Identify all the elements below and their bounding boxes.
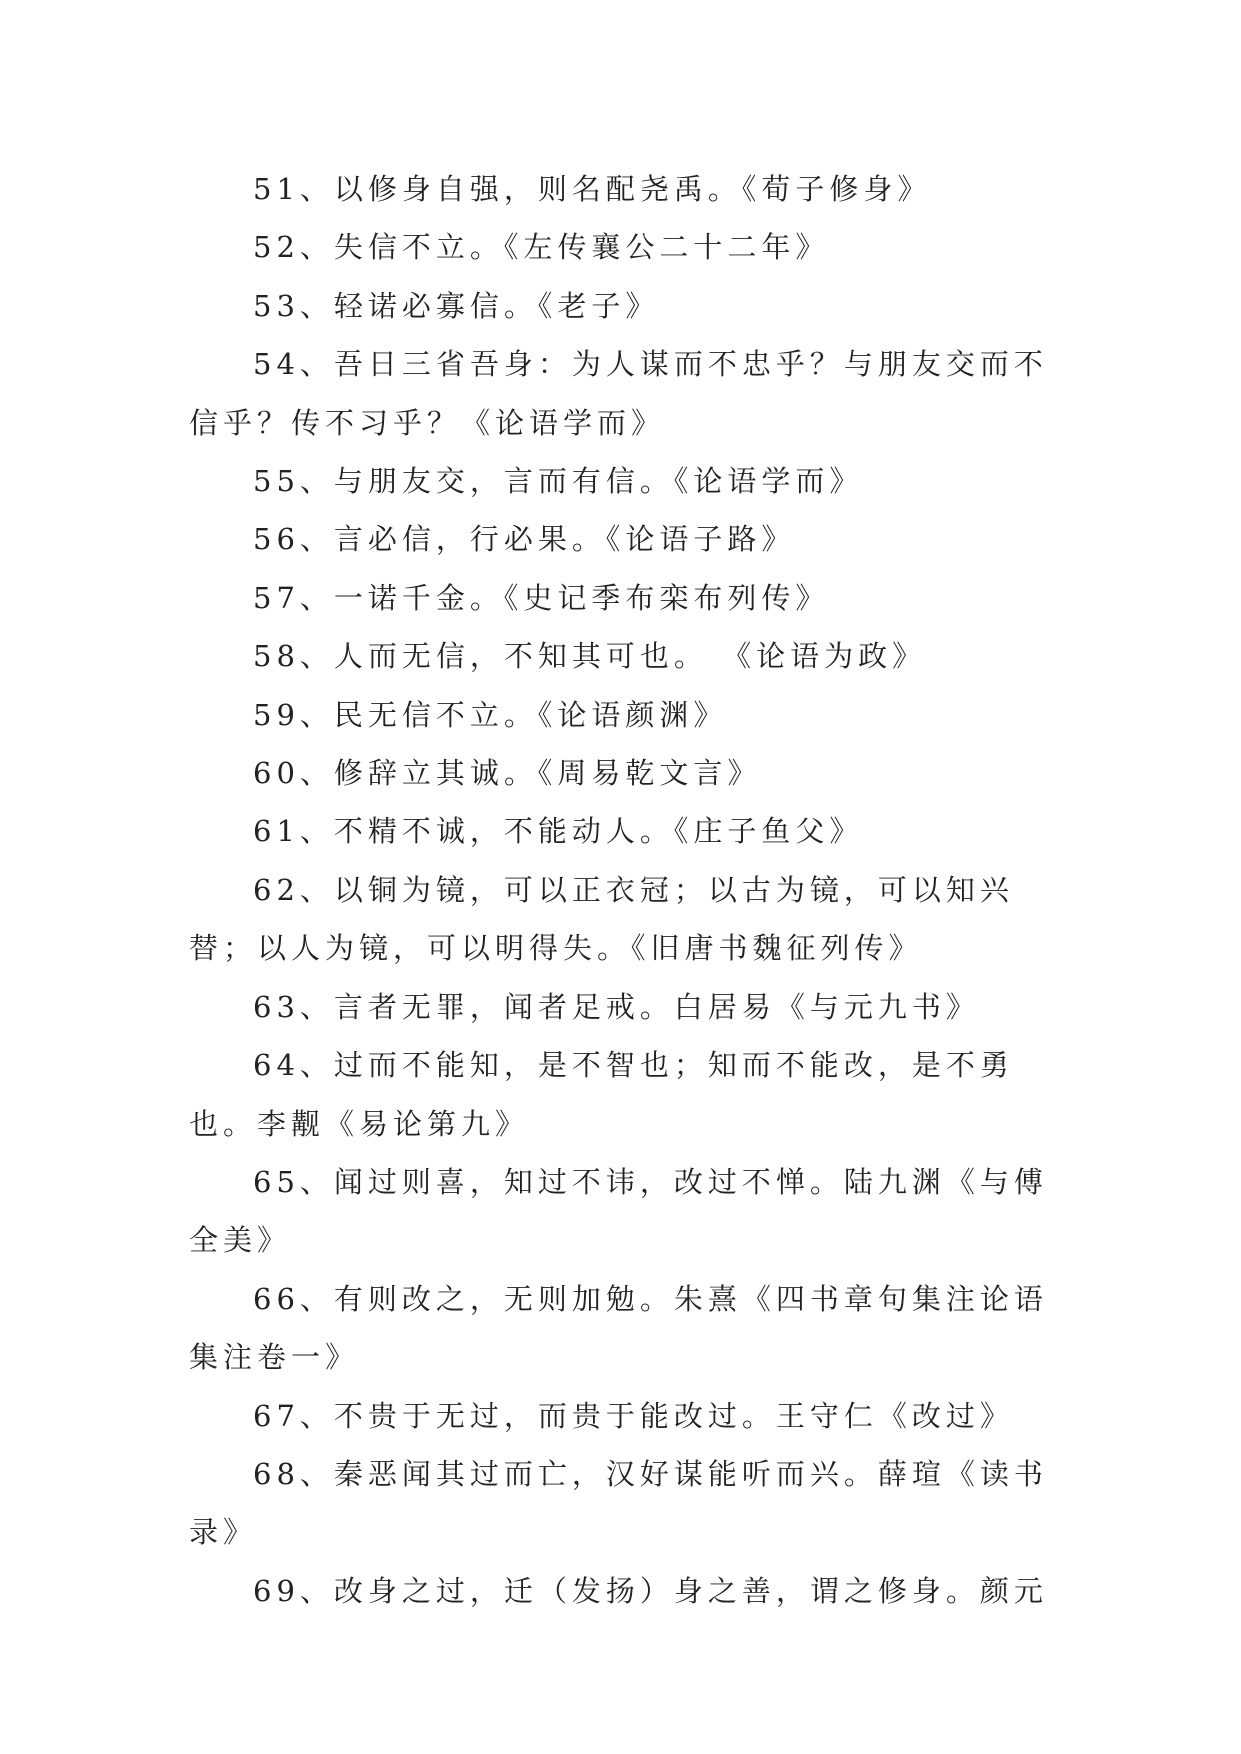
quote-entry-69: 69、改身之过，迁（发扬）身之善，谓之修身。颜元 — [253, 1573, 1048, 1608]
quote-entry-68: 68、秦恶闻其过而亡，汉好谋能听而兴。薛瑄《读书录》 — [189, 1456, 1048, 1550]
quote-entry-55: 55、与朋友交，言而有信。《论语学而》 — [253, 464, 864, 499]
quote-entry-58: 58、人而无信，不知其可也。 《论语为政》 — [253, 639, 927, 674]
quote-entry-66: 66、有则改之，无则加勉。朱熹《四书章句集注论语集注卷一》 — [189, 1281, 1048, 1375]
quote-entry-65: 65、闻过则喜，知过不讳，改过不惮。陆九渊《与傅全美》 — [189, 1164, 1048, 1258]
quote-entry-63: 63、言者无罪，闻者足戒。白居易《与元九书》 — [253, 989, 980, 1024]
document-body — [189, 160, 1069, 1620]
quote-entry-59: 59、民无信不立。《论语颜渊》 — [253, 697, 728, 732]
quote-entry-57: 57、一诺千金。《史记季布栾布列传》 — [253, 580, 830, 615]
quote-entry-53: 53、轻诺必寡信。《老子》 — [253, 288, 660, 323]
quote-entry-64: 64、过而不能知，是不智也；知而不能改，是不勇也。李觏《易论第九》 — [189, 1048, 1014, 1141]
quote-entry-62: 62、以铜为镜，可以正衣冠；以古为镜，可以知兴替；以人为镜，可以明得失。《旧唐书魏征列传》 — [189, 872, 1014, 966]
quote-entry-61: 61、不精不诚，不能动人。《庄子鱼父》 — [253, 814, 864, 849]
quote-entry-52: 52、失信不立。《左传襄公二十二年》 — [253, 230, 830, 265]
quote-entry-56: 56、言必信，行必果。《论语子路》 — [253, 522, 796, 557]
quote-entry-51: 51、以修身自强，则名配尧禹。《荀子修身》 — [253, 172, 932, 206]
quote-entry-54: 54、吾日三省吾身：为人谋而不忠乎？与朋友交而不信乎？传不习乎？《论语学而》 — [189, 347, 1048, 440]
quote-entry-67: 67、不贵于无过，而贵于能改过。王守仁《改过》 — [253, 1398, 1014, 1433]
quote-entry-60: 60、修辞立其诚。《周易乾文言》 — [253, 756, 762, 791]
